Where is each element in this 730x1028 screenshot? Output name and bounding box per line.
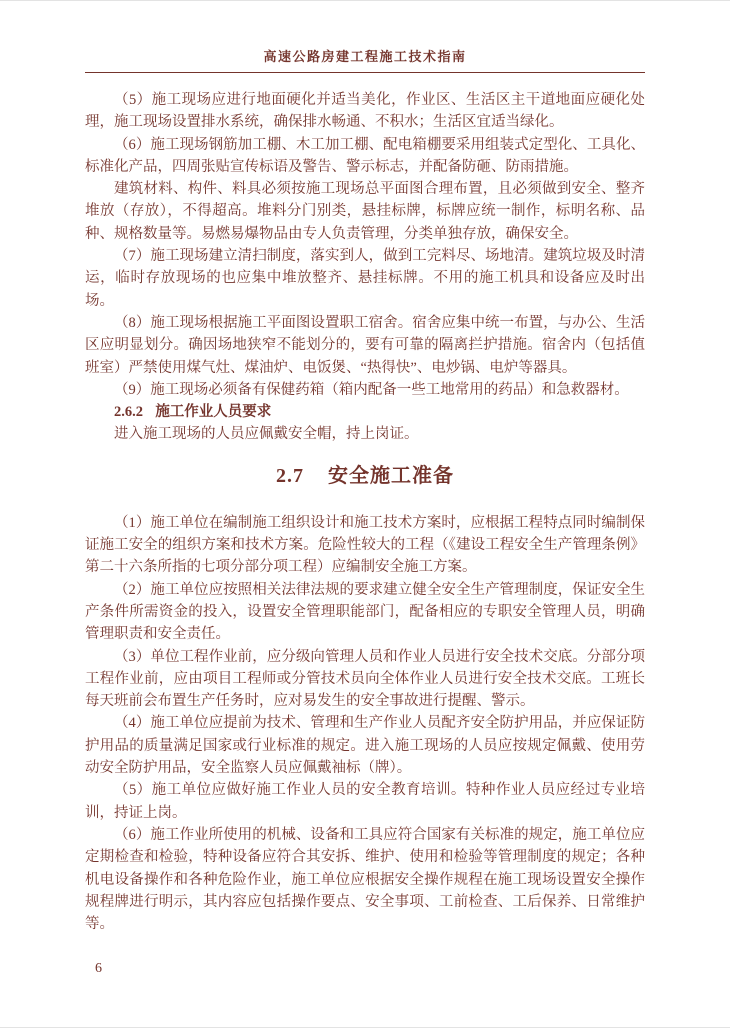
section-number: 2.7 — [276, 464, 304, 487]
paragraph-2-7-item1: （1）施工单位在编制施工组织设计和施工技术方案时，应根据工程特点同时编制保证施工安全的组织方案和技术方案。危险性较大的工程（《建设工程安全生产管理条例》第二十六条所指的七项分部分项工程）应编制安全施工方案。 — [85, 514, 645, 576]
subsection-heading-2-6-2 — [85, 401, 645, 423]
paragraph-2-6-2-body: 进入施工现场的人员应佩戴安全帽，持上岗证。 — [114, 426, 419, 443]
header-divider — [85, 72, 645, 73]
page-number: 6 — [95, 961, 102, 976]
paragraph-2-7-item3: （3）单位工程作业前，应分级向管理人员和作业人员进行安全技术交底。分部分项工程作业前，应由项目工程师或分管技术员向全体作业人员进行安全技术交底。工班长每天班前会布置生产任务时，应对易发生的安全事故进行提醒、警示。 — [85, 648, 645, 710]
paragraph-2-6-item7: （7）施工现场建立清扫制度，落实到人，做到工完料尽、场地清。建筑垃圾及时清运，临时存放现场的也应集中堆放整齐、悬挂标牌。不用的施工机具和设备应及时出场。 — [85, 248, 645, 309]
subsection-number: 2.6.2 — [114, 404, 143, 421]
page-body — [85, 89, 645, 935]
paragraph-2-7-item5: （5）施工单位应做好施工作业人员的安全教育培训。特种作业人员应经过专业培训，持证上岗。 — [85, 782, 645, 821]
running-header-title: 高速公路房建工程施工技术指南 — [263, 49, 467, 64]
paragraph-2-6-item5: （5）施工现场应进行地面硬化并适当美化，作业区、生活区主干道地面应硬化处理，施工现场设置排水系统，确保排水畅通、不积水；生活区宜适当绿化。 — [85, 92, 645, 131]
paragraph-2-7-item6: （6）施工作业所使用的机械、设备和工具应符合国家有关标准的规定，施工单位应定期检查和检验，特种设备应符合其安拆、维护、使用和检验等管理制度的规定；各种机电设备操作和各种危险作业，施工单位应根据安全操作规程在施工现场设置安全操作规程牌进行明示，其内容应包括操作要点、安全事项、工前检查、工后保养、日常维护等。 — [85, 826, 645, 933]
subsection-title: 施工作业人员要求 — [155, 404, 272, 421]
paragraph-2-7-item2: （2）施工单位应按照相关法律法规的要求建立健全安全生产管理制度，保证安全生产条件所需资金的投入，设置安全管理职能部门，配备相应的专职安全管理人员，明确管理职责和安全责任。 — [85, 581, 645, 643]
paragraph-2-7-item4: （4）施工单位应提前为技术、管理和生产作业人员配齐安全防护用品，并应保证防护用品的质量满足国家或行业标准的规定。进入施工现场的人员应按规定佩戴、使用劳动安全防护用品，安全监察人员应佩戴袖标（牌）。 — [85, 715, 645, 777]
paragraph-2-6-item8: （8）施工现场根据施工平面图设置职工宿舍。宿舍应集中统一布置，与办公、生活区应明显划分。确因场地狭窄不能划分的，要有可靠的隔离拦护措施。宿舍内（包括值班室）严禁使用煤气灶、煤油炉、电饭煲、“热得快”、电炒锅、电炉等器具。 — [85, 314, 645, 376]
paragraph-2-6-item6: （6）施工现场钢筋加工棚、木工加工棚、配电箱棚要采用组装式定型化、工具化、标准化产品，四周张贴宣传标语及警告、警示标志，并配备防砸、防雨措施。 — [85, 136, 645, 175]
paragraph-2-6-materials: 建筑材料、构件、料具必须按施工现场总平面图合理布置，且必须做到安全、整齐堆放（存放），不得超高。堆料分门别类，悬挂标牌，标牌应统一制作，标明名称、品种、规格数量等。易燃易爆物品由专人负责管理，分类单独存放，确保安全。 — [85, 181, 645, 242]
paragraph-2-6-item9: （9）施工现场必须备有保健药箱（箱内配备一些工地常用的药品）和急救器材。 — [114, 381, 629, 398]
section-heading-2-7 — [85, 462, 645, 490]
section-title: 安全施工准备 — [328, 464, 454, 487]
page-header — [85, 49, 645, 73]
